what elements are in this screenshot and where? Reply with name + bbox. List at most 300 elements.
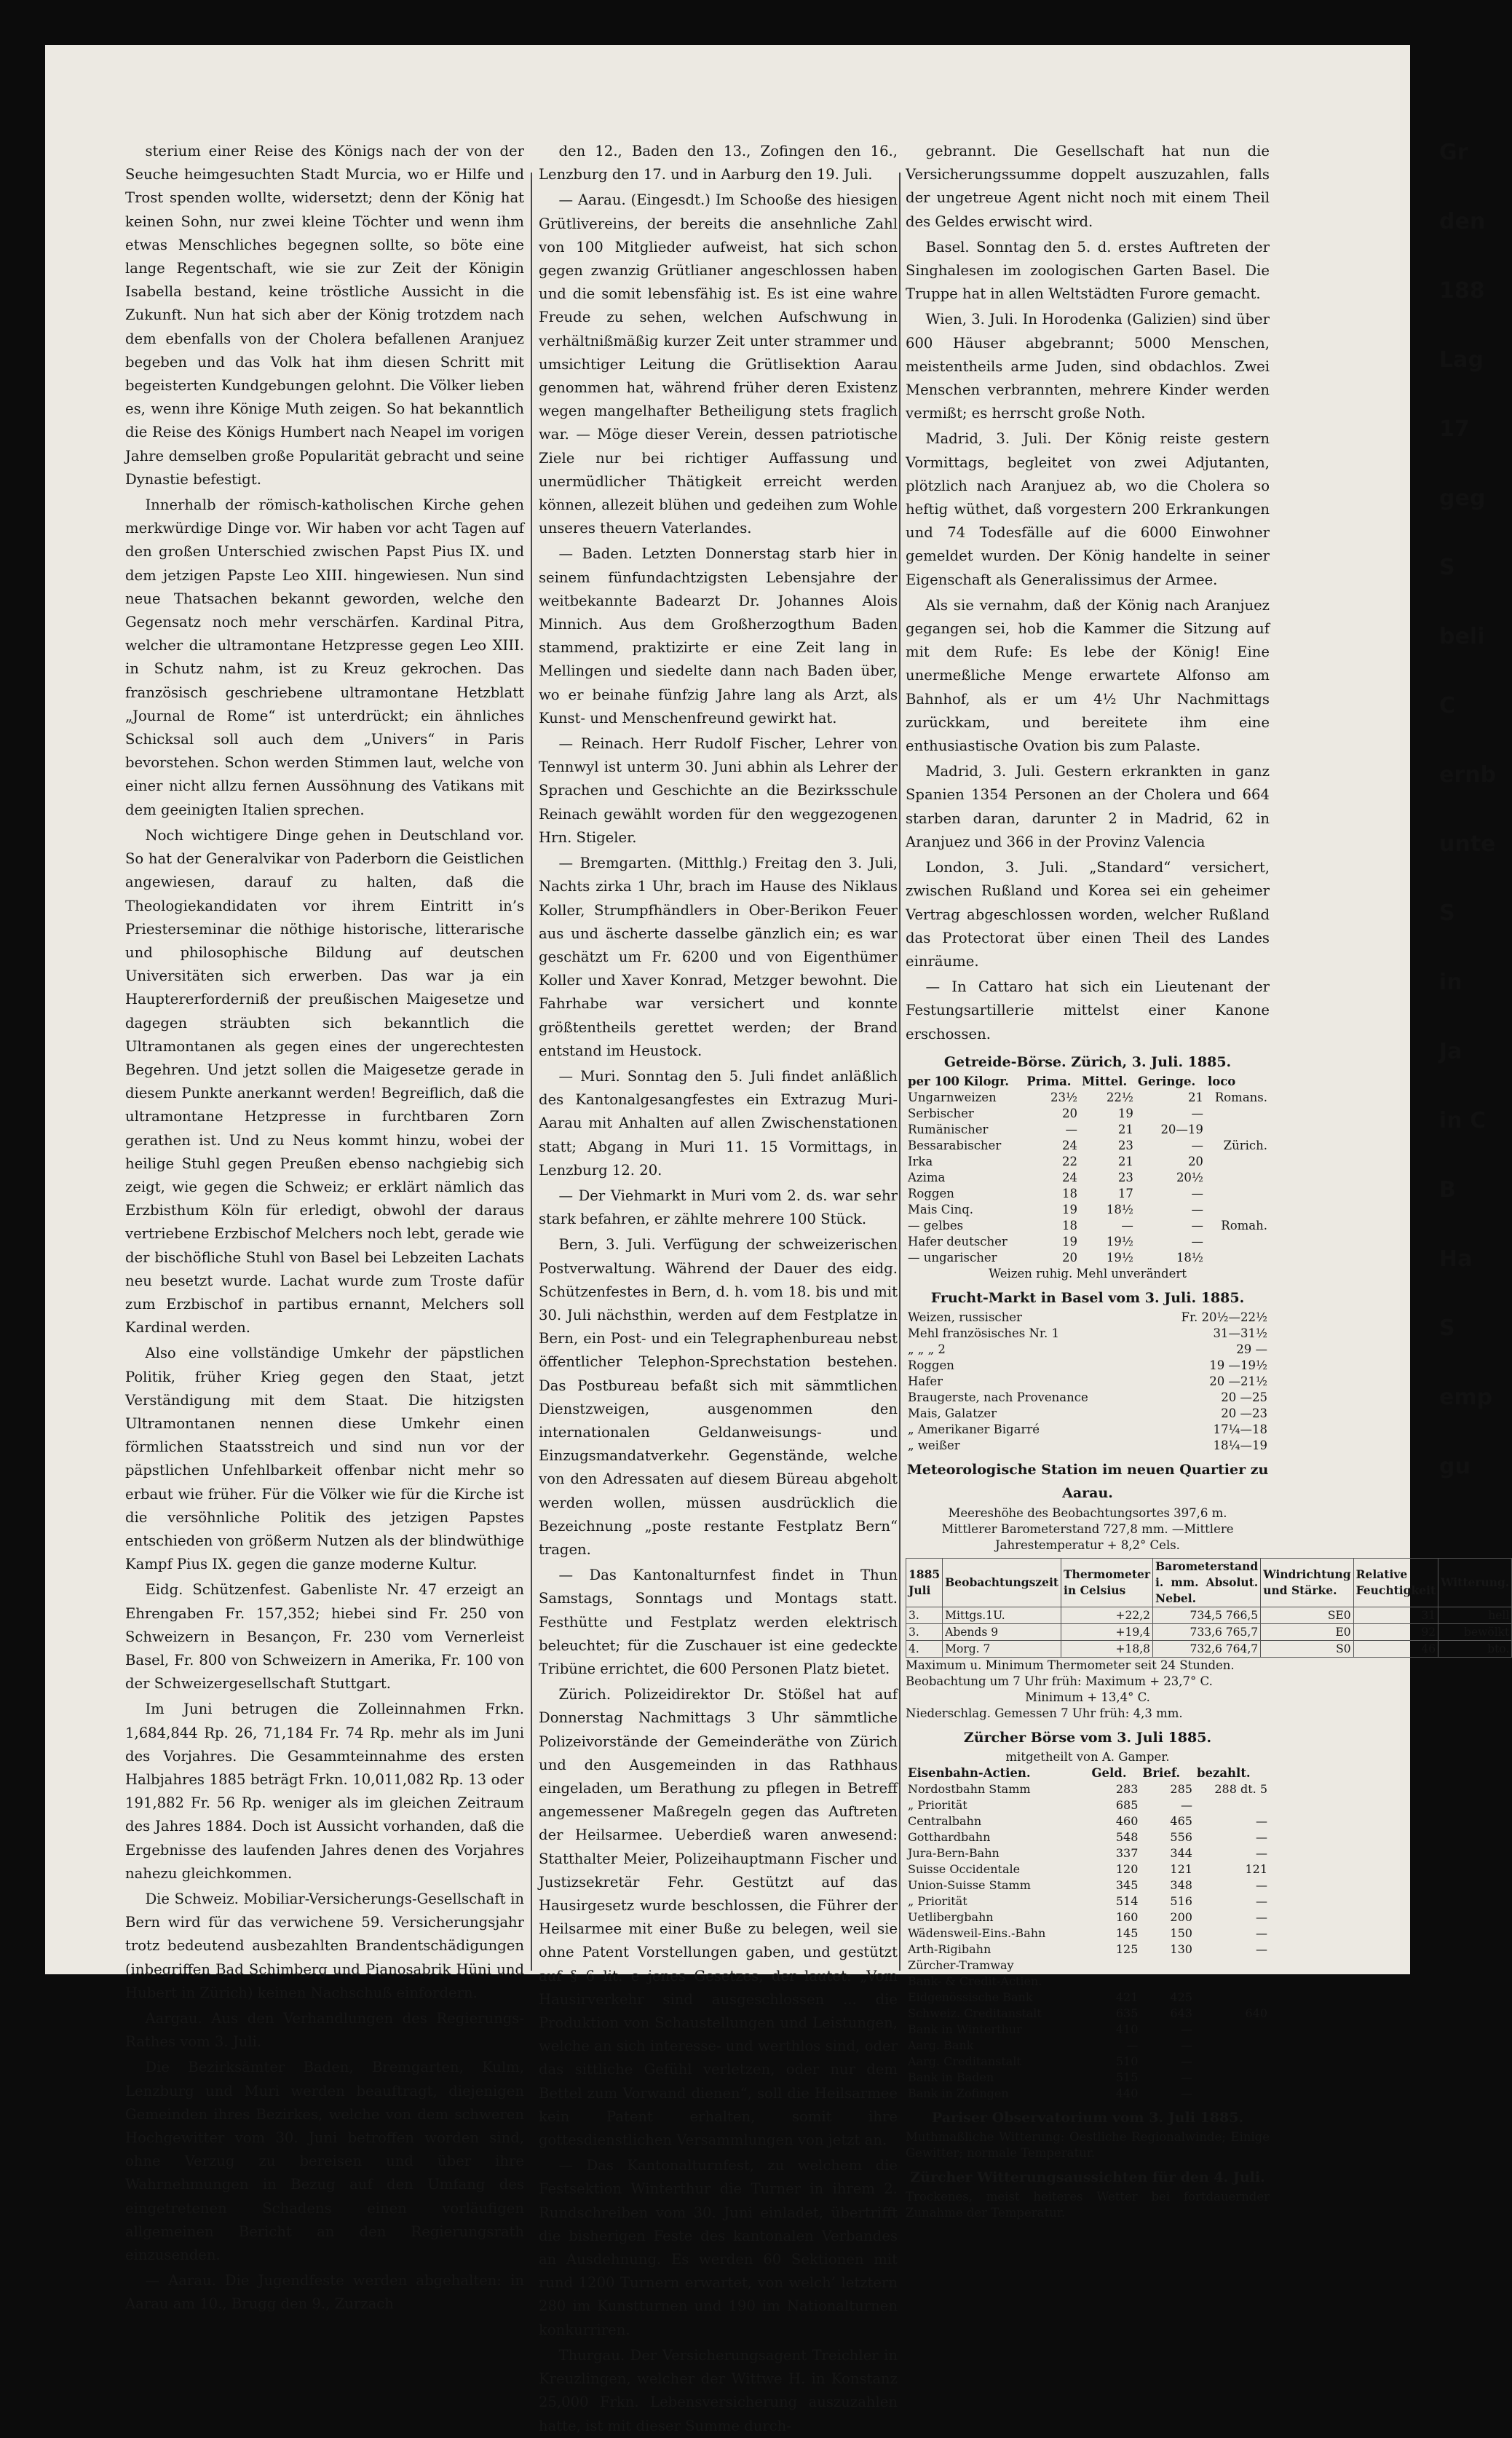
table-cell [1206, 1106, 1270, 1122]
table-cell: 18 [1061, 1218, 1077, 1232]
table-cell [1206, 1170, 1270, 1186]
table-row [906, 1310, 1270, 1326]
edge-fragment: gu [1439, 1454, 1471, 1479]
meteo-title: Meteorologische Station im neuen Quartier zu Aarau. [906, 1462, 1269, 1502]
article-paragraph: Im Juni betrugen die Zolleinnahmen Frkn. 1,684,844 Rp. 26, 71,184 Fr. 74 Rp. mehr als im Juni des Vorjahres. Die Gesammteinnahme des ersten Halbjahres 1885 beträgt Frkn. 10,011,082 Rp. 13 oder 191,882 Fr. 56 Rp. weniger als im gleichen Zeitraum des Jahres 1884. Doch ist Aussicht vorhanden, daß die Ergebnisse des laufenden Jahres denen des Vorjahres nahezu gleichkommen. [125, 1701, 524, 1882]
edge-fragment: ernb [1439, 762, 1496, 788]
table-cell: 643 [1170, 2006, 1192, 2020]
table-cell: SE0 [1261, 1607, 1353, 1623]
table-row [906, 1090, 1270, 1106]
table-row [906, 1942, 1270, 1958]
table-cell: 23 [1117, 1170, 1133, 1184]
table-cell: — [1180, 2054, 1192, 2068]
table-cell: — [1180, 2038, 1192, 2052]
table-cell: 514 [1115, 1893, 1139, 1908]
article-paragraph: — In Cattaro hat sich ein Lieutenant der Festungsartillerie mittelst einer Kanone erschossen. [906, 978, 1270, 1042]
table-cell: E0 [1261, 1623, 1353, 1640]
borse-body [906, 1781, 1270, 2102]
table-row [906, 1406, 1270, 1422]
table-cell: Romah. [1221, 1218, 1267, 1232]
table-row [906, 1138, 1270, 1154]
borse-table [906, 1765, 1270, 2102]
table-cell: Fr. 20½—22½ [1181, 1310, 1267, 1325]
table-row [906, 1390, 1270, 1406]
table-cell: — gelbes [908, 1218, 964, 1232]
table-cell: — [1191, 1138, 1203, 1152]
getreide-table [906, 1074, 1270, 1266]
table-cell: 510 [1115, 2054, 1139, 2068]
table-row [906, 1893, 1270, 1909]
table-cell: Mittgs.1U. [943, 1607, 1061, 1623]
table-header: Thermometer in Celsius [1061, 1558, 1153, 1607]
table-header: Geringe. [1137, 1074, 1196, 1088]
table-cell: 345 [1115, 1877, 1139, 1892]
table-cell: 20 [1061, 1106, 1077, 1120]
article-paragraph: sterium einer Reise des Königs nach der von der Seuche heimgesuchten Stadt Murcia, wo er Hilfe und Trost spenden wollte, widersetzt; denn der König hat keinen Sohn, nur zwei kleine Töchter und wenn ihm etwas Menschliches begegnen sollte, so böte eine lange Regentschaft, wie sie zur Zeit der Königin Isabella bestand, keine tröstliche Aussicht in die Zukunft. Nun hat sich aber der König trotzdem nach dem ebenfalls von der Cholera befallenen Aranjuez begeben und das Volk hat ihm diesen Schritt mit begeisterten Kundgebungen gelohnt. Die Völker lieben es, wenn ihre Könige Muth zeigen. So hat bekanntlich die Reise des Königs Humbert nach Neapel im vorigen Jahre demselben große Popularität gebracht und seine Dynastie befestigt. [125, 143, 524, 488]
column-1 [125, 140, 524, 2316]
table-cell: 22½ [1106, 1090, 1133, 1104]
table-cell: 283 [1115, 1781, 1139, 1796]
table-cell: Roggen [908, 1186, 954, 1200]
table-header: Eisenbahn-Actien. [908, 1765, 1031, 1780]
table-cell: 120 [1115, 1861, 1139, 1876]
table-cell: 24 [1061, 1170, 1077, 1184]
table-cell: Gotthardbahn [908, 1829, 991, 1844]
table-cell: Mehl französisches Nr. 1 [908, 1326, 1059, 1341]
table-row [906, 2054, 1270, 2070]
table-cell: 19½ [1106, 1250, 1133, 1264]
table-cell [1206, 1154, 1270, 1170]
table-row [906, 1170, 1270, 1186]
table-row [906, 2086, 1270, 2102]
table-row [906, 1234, 1270, 1250]
table-cell: Mais Cinq. [908, 1202, 974, 1216]
table-row [906, 1623, 1512, 1640]
table-cell: 22 [1061, 1154, 1077, 1168]
table-cell: 19 —19½ [1209, 1358, 1267, 1373]
table-cell: Union-Suisse Stamm [908, 1877, 1031, 1892]
table-cell: 337 [1115, 1845, 1139, 1860]
article-paragraph: — Baden. Letzten Donnerstag starb hier in seinem fünfundachtzigsten Lebensjahre der weitbekannte Badearzt Dr. Johannes Alois Minnich. Aus dem Großherzogthum Baden stammend, praktizirte er eine Zeit lang in Mellingen und siedelte dann nach Baden über, wo er beinahe fünfzig Jahre lang als Arzt, als Kunst- und Menschenfreund gewirkt hat. [539, 545, 898, 727]
table-cell: — [1256, 1877, 1267, 1892]
table-row [906, 1202, 1270, 1218]
frucht-body [906, 1310, 1270, 1454]
table-row [906, 1829, 1270, 1845]
table-cell: — [1191, 1218, 1203, 1232]
table-cell [1206, 1250, 1270, 1266]
table-cell [1195, 1974, 1270, 1990]
edge-fragment: beli [1439, 624, 1485, 649]
table-cell: Schweiz. Creditanstalt [908, 2006, 1042, 2020]
table-cell: 344 [1170, 1845, 1192, 1860]
table-cell: Centralbahn [908, 1813, 982, 1828]
table-row [906, 1218, 1270, 1234]
article-paragraph: London, 3. Juli. „Standard“ versichert, zwischen Rußland und Korea sei ein geheimer Vertrag abgeschlossen worden, welcher Rußland das Protectorat über einen Theil des Landes einräume. [906, 859, 1270, 970]
table-cell: 515 [1115, 2070, 1139, 2084]
article-paragraph: Madrid, 3. Juli. Der König reiste gestern Vormittags, begleitet von zwei Adjutanten, plötzlich nach Aranjuez ab, wo die Cholera so heftig wüthet, daß vorgestern 200 Erkrankungen und 74 Todesfälle auf die 6000 Einwohner gemeldet wurden. Der König handelte in seiner Eigenschaft als Generalissimus der Armee. [906, 430, 1270, 588]
table-cell: Hafer deutscher [908, 1234, 1008, 1248]
table-cell: Eidgenössische Bank [908, 1990, 1033, 2004]
edge-fragment: Lag [1439, 347, 1484, 373]
table-row [906, 1607, 1512, 1623]
table-cell [1195, 2038, 1270, 2054]
table-cell [1206, 1202, 1270, 1218]
table-cell: 18½ [1176, 1250, 1203, 1264]
meteo-note: Minimum + 13,4° C. [1025, 1690, 1150, 1704]
table-cell: — [1180, 2022, 1192, 2036]
table-cell: Wädensweil-Eins.-Bahn [908, 1926, 1046, 1940]
table-cell: 31—31½ [1213, 1326, 1267, 1341]
table-cell: 685 [1115, 1797, 1139, 1812]
table-cell [1195, 2054, 1270, 2070]
table-header: Geld. [1091, 1765, 1127, 1780]
table-cell [1206, 1122, 1270, 1138]
table-cell: Morg. 7 [943, 1640, 1061, 1657]
table-cell: 3. [906, 1607, 943, 1623]
table-cell: 19 [1061, 1202, 1077, 1216]
table-cell: — [1191, 1234, 1203, 1248]
table-cell: „ weißer [908, 1438, 960, 1453]
edge-fragment: in C [1439, 1108, 1487, 1133]
article-paragraph: Noch wichtigere Dinge gehen in Deutschland vor. So hat der Generalvikar von Paderborn die Geistlichen angewiesen, darauf zu halten, daß die Theologiekandidaten vor ihrem Eintritt in’s Priesterseminar die nöthige historische, litterarische und philosophische Bildung auf deutschen Universitäten sich erwerben. Das war ja ein Hauptererforderniß der preußischen Maigesetze und dagegen sträubten sich bekanntlich die Ultramontanen als gegen eines der ungerechtesten Begehren. Und jetzt sollen die Maigesetze gerade in diesem Punkte anerkannt werden! Begreiflich, daß die ultramontane Hetzpresse in furchtbaren Zorn gerathen ist. Und zu Neus kommt hinzu, wobei der heilige Stuhl gegen Preußen ebenso nachgiebig sich zeigt, wie gegen die Schweiz; er erklärt nämlich das Erzbisthum Köln für erledigt, obwohl der daraus vertriebene Erzbischof Melchers noch lebt, gerade wie der bischöfliche Stuhl von Basel bei Lebzeiten Lachats neu besetzt wurde. Lachat wurde zum Troste dafür zum Erzbischof in partibus ernannt, Melchers soll Kardinal werden. [125, 826, 524, 1337]
edge-fragment: Ja [1439, 1039, 1462, 1064]
table-cell: 20½ [1176, 1170, 1203, 1184]
table-cell: — [1191, 1186, 1203, 1200]
table-cell: 288 dt. 5 [1214, 1781, 1267, 1796]
table-cell: 160 [1115, 1909, 1139, 1924]
zuercher-title: Zürcher Witterungsaussichten für den 4. Juli. [910, 2169, 1265, 2185]
edge-fragment: unte [1439, 831, 1496, 857]
table-cell: Jura-Bern-Bahn [908, 1845, 1000, 1860]
table-cell: Hafer [908, 1374, 943, 1389]
table-cell: — [1256, 1845, 1267, 1860]
table-cell: 440 [1115, 2086, 1139, 2100]
table-row [906, 1877, 1270, 1893]
table-cell: Weizen, russischer [908, 1310, 1022, 1325]
table-row [906, 1813, 1270, 1829]
article-paragraph: Die Bezirksämter Baden, Bremgarten, Kulm, Lenzburg und Muri werden beauftragt, diejenigen Gemeinden ihres Bezirkes, welche von dem schweren Hochgewitter vom 30. Juni betroffen worden sind, ohne Verzug zu bereisen und über ihre Wahrnehmungen in Bezug auf den Umfang des eingetretenen Schadens einen vorläufigen allgemeinen Bericht an den Regierungsrath einzusenden. [125, 2059, 524, 2264]
table-cell: 18 [1061, 1186, 1077, 1200]
table-cell: 125 [1115, 1942, 1139, 1956]
table-header: Windrichtung und Stärke. [1261, 1558, 1353, 1607]
meteo-note: Maximum u. Minimum Thermometer seit 24 Stunden. [906, 1658, 1235, 1672]
pariser-title: Pariser Observatorium vom 3. Juli 1885. [931, 2109, 1244, 2126]
table-row [906, 1845, 1270, 1861]
article-paragraph: — Aarau. (Eingesdt.) Im Schooße des hiesigen Grütlivereins, der bereits die ansehnliche Zahl von 100 Mitglieder aufweist, hat sich schon gegen zwanzig Grütlianer angeschlossen haben und die somit lebensfähig ist. Es ist eine wahre Freude zu sehen, welchen Aufschwung in verhältnißmäßig kurzer Zeit unter strammer und umsichtiger Leitung die Grütlisektion Aarau genommen hat, während früher deren Existenz wegen mangelhafter Betheiligung stets fraglich war. — Möge dieser Verein, dessen patriotische Ziele nur bei richtiger Auffassung und unermüdlicher Thätigkeit erreicht werden können, allezeit blühen und gedeihen zum Wohle unseres theuern Vaterlandes. [539, 191, 898, 537]
meteo-note: Beobachtung um 7 Uhr früh: Maximum + 23,7° C. [906, 1674, 1213, 1688]
table-cell: Serbischer [908, 1106, 974, 1120]
table-cell: 425 [1170, 1990, 1192, 2004]
table-row [906, 1186, 1270, 1202]
table-cell: Zürcher-Tramway [908, 1958, 1014, 1972]
table-cell: 19½ [1106, 1234, 1133, 1248]
column-2 [539, 140, 898, 2438]
table-row [906, 2070, 1270, 2086]
table-cell: Roggen [908, 1358, 954, 1373]
article-paragraph: Madrid, 3. Juli. Gestern erkrankten in ganz Spanien 1354 Personen an der Cholera und 664 starben daran, darunter 2 in Madrid, 62 in Aranjuez und 366 in der Provinz Valencia [906, 763, 1270, 850]
table-cell: 19 [1117, 1106, 1133, 1120]
table-cell: 20—19 [1160, 1122, 1203, 1136]
table-row [906, 1326, 1270, 1342]
table-cell: Bank- & Credit-Actien. [908, 1974, 1042, 1988]
table-cell: bewölkt [1438, 1623, 1512, 1640]
column-rule [531, 173, 532, 1971]
table-cell: Nordostbahn Stamm [908, 1781, 1031, 1796]
adjacent-page-edge [1439, 140, 1505, 1523]
table-cell: — [1256, 1942, 1267, 1956]
newspaper-page [45, 45, 1510, 2434]
table-cell: 733,6 765,7 [1153, 1623, 1261, 1640]
table-cell [1195, 1958, 1270, 1974]
table-cell: 410 [1115, 2022, 1139, 2036]
table-cell: 348 [1170, 1877, 1192, 1892]
table-header: Prima. [1026, 1074, 1072, 1088]
table-cell: Suisse Occidentale [908, 1861, 1021, 1876]
table-cell [1195, 1990, 1270, 2006]
table-cell: 732,6 764,7 [1153, 1640, 1261, 1657]
table-row [906, 1926, 1270, 1942]
article-paragraph: Eidg. Schützenfest. Gabenliste Nr. 47 erzeigt an Ehrengaben Fr. 157,352; hiebei sind Fr. 250 von Schweizern in Besançon, Fr. 230 vom Vernerleist Basel, Fr. 800 von Schweizern in Amerika, Fr. 100 von der Schweizergesellschaft Stuttgart. [125, 1581, 524, 1693]
article-paragraph: — Das Kantonalturnfest findet in Thun Samstags, Sonntags und Montags statt. Festhütte und Festplatz werden elektrisch beleuchtet; für die Zuschauer ist eine gedeckte Tribüne errichtet, die 600 Personen Platz bietet. [539, 1567, 898, 1677]
table-header: loco [1207, 1074, 1236, 1088]
article-paragraph: Als sie vernahm, daß der König nach Aranjuez gegangen sei, hob die Kammer die Sitzung auf mit dem Rufe: Es lebe der König! Eine unermeßliche Menge erwartete Alfonso am Bahnhof, als er um 4½ Uhr Nachmittags zurückkam, und bereitete ihm eine enthusiastische Ovation bis zum Palaste. [906, 596, 1270, 755]
table-cell: 150 [1170, 1926, 1192, 1940]
table-cell: 121 [1170, 1861, 1192, 1876]
table-row [906, 1781, 1270, 1797]
table-cell: Bank in Winterthur [908, 2022, 1022, 2036]
table-cell: 23 [1117, 1138, 1133, 1152]
edge-fragment: S [1439, 1315, 1455, 1341]
article-paragraph: — Aarau. Die Jugendfeste werden abgehalten: in Aarau am 10., Brugg den 9., Zurzach [125, 2272, 524, 2313]
table-cell: „ Amerikaner Bigarré [908, 1422, 1040, 1437]
table-cell: 121 [1245, 1861, 1267, 1876]
table-row [906, 1861, 1270, 1877]
frucht-title: Frucht-Markt in Basel vom 3. Juli. 1885. [930, 1289, 1245, 1306]
edge-fragment: 17 [1439, 416, 1470, 442]
table-cell: bto. [1438, 1640, 1512, 1657]
table-cell: 4. [906, 1640, 943, 1657]
table-cell: +22,2 [1061, 1607, 1153, 1623]
table-cell: 421 [1115, 1990, 1139, 2004]
table-cell: — [1121, 1218, 1133, 1232]
table-cell [1195, 2070, 1270, 2086]
table-cell: „ Priorität [908, 1893, 967, 1908]
table-row [906, 1122, 1270, 1138]
edge-fragment: den [1439, 209, 1486, 234]
article-paragraph: Wien, 3. Juli. In Horodenka (Galizien) sind über 600 Häuser abgebrannt; 5000 Menschen, meistentheils arme Juden, sind obdachlos. Zwei Menschen verbrannten, mehrere Kinder werden vermißt; es herrscht große Noth. [906, 311, 1270, 422]
table-cell: S0 [1261, 1640, 1353, 1657]
article-paragraph: — Der Viehmarkt in Muri vom 2. ds. war sehr stark befahren, er zählte mehrere 100 Stück. [539, 1187, 898, 1228]
table-row [906, 2006, 1270, 2022]
table-row [906, 1974, 1270, 1990]
table-cell: — [1191, 1106, 1203, 1120]
table-cell: — [1256, 1813, 1267, 1828]
table-cell: Azima [908, 1170, 946, 1184]
table-header: per 100 Kilogr. [908, 1074, 1010, 1088]
article-paragraph: — Das Kantonalturnfest, zu welchem die Festsektion Winterthur die Turner in ihrem 2. Rundschreiben vom 30. Juni einladet, übertrifft die bisherigen Feste des kantonalen Verbandes an Ausdehnung. Es werden 60 Sektionen mit rund 1200 Turnern erwartet, von welch’ letztern 280 im Kunstturnen und 190 im Nationalturnen konkurriren. [539, 2157, 898, 2338]
table-cell: Irka [908, 1154, 933, 1168]
table-cell: — ungarischer [908, 1250, 997, 1264]
table-cell: Aarg. Creditanstalt [908, 2054, 1021, 2068]
table-cell: 285 [1170, 1781, 1192, 1796]
table-cell: — [1256, 1909, 1267, 1924]
table-cell [1195, 2022, 1270, 2038]
article-paragraph: Die Schweiz. Mobiliar-Versicherungs-Gesellschaft in Bern wird für das verwichene 59. Versicherungsjahr trotz bedeutend ausbezahlten Brandentschädigungen (inbegriffen Bad Schimberg und Pianosabrik Hüni und Hubert in Zürich) keinen Nachschuß einfordern. [125, 1891, 524, 2001]
table-cell: +18,8 [1061, 1640, 1153, 1657]
table-row [906, 1250, 1270, 1266]
article-paragraph: — Bremgarten. (Mitthlg.) Freitag den 3. Juli, Nachts zirka 1 Uhr, brach im Hause des Niklaus Koller, Strumpfhändlers in Ober-Berikon Feuer aus und äscherte dasselbe gänzlich ein; es war geschätzt um Fr. 6200 und von Eigenthümer Koller und Xaver Konrad, Metzger bewohnt. Die Fahrhabe war versichert und konnte größtentheils gerettet werden; der Brand entstand im Heustock. [539, 855, 898, 1059]
meteo-line: Mittlerer Barometerstand 727,8 mm. —Mittlere Jahrestemperatur + 8,2° Cels. [941, 1521, 1234, 1552]
table-header: Barometerstand i. mm. Absolut. Nebel. [1153, 1558, 1261, 1607]
meteo-note: Niederschlag. Gemessen 7 Uhr früh: 4,3 mm. [906, 1706, 1183, 1720]
table-cell: — [1065, 1122, 1077, 1136]
edge-fragment: in [1439, 970, 1462, 995]
table-cell: 21 [1117, 1122, 1133, 1136]
table-cell: 3. [906, 1623, 943, 1640]
table-cell [1140, 1974, 1195, 1990]
table-header: Mittel. [1081, 1074, 1128, 1088]
table-cell: — [1180, 2086, 1192, 2100]
table-cell: 640 [1245, 2006, 1267, 2020]
pariser-text: Muthmaßliche Witterung: Oestliche Regionalwinde; Einige Gewitter; normale Temperatur. [906, 2129, 1270, 2160]
table-cell: 516 [1170, 1893, 1192, 1908]
table-header: Beobachtungszeit [943, 1558, 1061, 1607]
edge-fragment: geg [1439, 486, 1486, 511]
column-rule [899, 173, 901, 1971]
edge-fragment: emp [1439, 1385, 1493, 1410]
table-cell: Braugerste, nach Provenance [908, 1390, 1088, 1405]
table-cell [1206, 1186, 1270, 1202]
edge-fragment: S [1439, 901, 1455, 926]
borse-title: Zürcher Börse vom 3. Juli 1885. [963, 1729, 1212, 1746]
table-cell: Bank in Baden [908, 2070, 994, 2084]
table-cell: 20 [1061, 1250, 1077, 1264]
table-cell: — [1256, 1926, 1267, 1940]
table-row [906, 1358, 1270, 1374]
table-cell: — [1126, 2038, 1139, 2052]
table-cell: — [1191, 1202, 1203, 1216]
article-paragraph: Basel. Sonntag den 5. d. erstes Auftreten der Singhalesen im zoologischen Garten Basel. Die Truppe hat in allen Weltstädten Furore gemacht. [906, 238, 1270, 303]
table-header: bezahlt. [1196, 1765, 1251, 1780]
table-cell: 20 —21½ [1209, 1374, 1267, 1389]
table-cell: 24 [1061, 1138, 1077, 1152]
table-row [906, 1797, 1270, 1813]
table-cell: Ungarnweizen [908, 1090, 997, 1104]
table-cell: 46 [1353, 1640, 1438, 1657]
table-cell: 19 [1061, 1234, 1077, 1248]
table-row [906, 1374, 1270, 1390]
edge-fragment: 188 [1439, 278, 1485, 304]
edge-fragment: Gr [1439, 140, 1468, 165]
table-cell [1089, 1974, 1140, 1990]
table-row [906, 1640, 1512, 1657]
table-cell: — [1256, 1893, 1267, 1908]
table-cell [1089, 1958, 1140, 1974]
article-paragraph: — Muri. Sonntag den 5. Juli findet anläßlich des Kantonalgesangfestes ein Extrazug Muri-Aarau mit Anhalten auf allen Zwischenstationen statt; Abgang in Muri 11. 15 Vormittags, in Lenzburg 12. 20. [539, 1067, 898, 1179]
edge-fragment: C [1439, 693, 1456, 719]
article-paragraph: Bern, 3. Juli. Verfügung der schweizerischen Postverwaltung. Während der Dauer des eidg. Schützenfestes in Bern, d. h. vom 18. bis und mit 30. Juli nächsthin, werden auf dem Festplatze in Bern, ein Post- und ein Telegraphenbureau nebst öffentlicher Telephon-Sprechstation bestehen. Das Postbureau befaßt sich mit sämmtlichen Dienstzweigen, ausgenommen den internationalen Geldanweisungs- und Einzugsmandatverkehr. Gegenstände, welche von den Adressaten auf diesem Büreau abgeholt werden wollen, müssen ausdrücklich die Bezeichnung „poste restante Festplatz Bern“ tragen. [539, 1236, 898, 1558]
article-paragraph: Zürich. Polizeidirektor Dr. Stößel hat auf Donnerstag Nachmittags 3 Uhr sämmtliche Polizeivorstände der Gemeinderäthe von Zürich und den Ausgemeinden in das Rathhaus eingeladen, um Berathung zu pflegen in Betreff angemessener Maßregeln gegen das Auftreten der Heilsarmee. Ueberdieß waren anwesend: Statthalter Meier, Polizeihauptmann Fischer und Justizsekretär Fehr. Gestützt auf das Hausirgesetz wurde beschlossen, die Führer der Heilsarmee mit einer Buße zu belegen, weil sie ohne Patent Vorstellungen gaben, und gestützt auf § 6 lit. e jenes Gesetzes, der lautet: „Vom Hausirverkehr sind ausgeschlossen ... die Produktion von Schaustellungen und Leistungen, welche an sich interesse- und werthlos sind, oder das sittliche Gefühl verletzen, oder nur dem Bettel zum Vorwand dienen“, soll die Heilsarmee kein Patent erhalten, somit ihre gottesdienstlichen Versammlungen von jetzt an. [539, 1686, 898, 2149]
edge-fragment: B [1439, 1177, 1456, 1203]
table-cell: 734,5 766,5 [1153, 1607, 1261, 1623]
table-cell [1195, 1797, 1270, 1813]
table-cell: 29 — [1236, 1342, 1267, 1357]
table-cell: 460 [1115, 1813, 1139, 1828]
getreide-title: Getreide-Börse. Zürich, 3. Juli. 1885. [943, 1053, 1232, 1070]
meteo-body [906, 1607, 1512, 1657]
table-cell: Bank in Zofingen [908, 2086, 1009, 2100]
table-cell: 21 [1187, 1090, 1203, 1104]
table-cell: — [1256, 1829, 1267, 1844]
table-cell: Bessarabischer [908, 1138, 1002, 1152]
table-cell: 18½ [1106, 1202, 1133, 1216]
article-paragraph: — Reinach. Herr Rudolf Fischer, Lehrer von Tennwyl ist unterm 30. Juni abhin als Lehrer der Sprachen und Geschichte an die Bezirksschule Reinach gewählt worden für den weggezogenen Hrn. Stigeler. [539, 735, 898, 846]
getreide-footer: Weizen ruhig. Mehl unverändert [989, 1266, 1187, 1281]
borse-subtitle: mitgetheilt von A. Gamper. [1005, 1749, 1170, 1764]
table-cell: 92 [1353, 1623, 1438, 1640]
table-cell: 17 [1117, 1186, 1133, 1200]
table-cell [1206, 1234, 1270, 1250]
table-cell: 21 [1117, 1154, 1133, 1168]
table-cell: Arth-Rigibahn [908, 1942, 991, 1956]
table-row [906, 1342, 1270, 1358]
table-cell: 18¼—19 [1213, 1438, 1267, 1453]
table-cell: — [1180, 1797, 1192, 1812]
table-cell: Aarg. Bank [908, 2038, 974, 2052]
table-cell: 20 —23 [1221, 1406, 1267, 1421]
table-cell [1140, 1958, 1195, 1974]
article-paragraph: Innerhalb der römisch-katholischen Kirche gehen merkwürdige Dinge vor. Wir haben vor acht Tagen auf den großen Unterschied zwischen Papst Pius IX. und dem jetzigen Papste Leo XIII. hingewiesen. Nun sind neue Thatsachen bekannt geworden, welche den Gegensatz noch mehr verschärfen. Kardinal Pitra, welcher die ultramontane Hetzpresse gegen Leo XIII. in Schutz nahm, ist zu Kreuz gekrochen. Das französisch geschriebene ultramontane Hetzblatt „Journal de Rome“ ist unterdrückt; ein ähnliches Schicksal soll auch dem „Univers“ in Paris bevorstehen. Schon werden Stimmen laut, welche von einer nicht allzu fernen Aussöhnung des Vatikans mit dem geeinigten Italien sprechen. [125, 496, 524, 818]
table-header: Relative Feuchtigkeit [1353, 1558, 1438, 1607]
table-header: 1885 Juli [906, 1558, 943, 1607]
article-paragraph: gebrannt. Die Gesellschaft hat nun die Versicherungssumme doppelt auszuzahlen, falls der ungetreue Agent nicht noch mit einem Theil des Geldes erwischt wird. [906, 143, 1270, 230]
table-cell: 130 [1170, 1942, 1192, 1956]
table-row [906, 1990, 1270, 2006]
table-cell: 548 [1115, 1829, 1139, 1844]
table-cell: 200 [1170, 1909, 1192, 1924]
table-cell: 556 [1170, 1829, 1192, 1844]
edge-fragment: Ha [1439, 1246, 1473, 1272]
meteo-table [906, 1558, 1512, 1658]
table-header: Brief. [1142, 1765, 1181, 1780]
table-cell: — [1180, 2070, 1192, 2084]
table-cell: Zürich. [1223, 1138, 1267, 1152]
table-cell: 23½ [1050, 1090, 1077, 1104]
table-header: Witterung. [1438, 1558, 1512, 1607]
table-row [906, 2022, 1270, 2038]
getreide-body [906, 1090, 1270, 1266]
table-row [906, 1909, 1270, 1926]
table-cell: hell [1438, 1607, 1512, 1623]
table-cell: 20 [1187, 1154, 1203, 1168]
table-cell: Mais, Galatzer [908, 1406, 997, 1421]
table-cell: 465 [1170, 1813, 1192, 1828]
table-row [906, 1438, 1270, 1454]
table-cell: 17¼—18 [1213, 1422, 1267, 1437]
table-cell: 31 [1353, 1607, 1438, 1623]
frucht-table [906, 1310, 1270, 1454]
table-row [906, 1958, 1270, 1974]
table-cell: Abends 9 [943, 1623, 1061, 1640]
table-cell: „ „ „ 2 [908, 1342, 946, 1357]
table-row [906, 2038, 1270, 2054]
table-cell: Uetlibergbahn [908, 1909, 994, 1924]
article-heading: Aargau. Aus den Verhandlungen des Regierungs-Rathes vom 3. Juli. [125, 2010, 524, 2051]
table-row [906, 1154, 1270, 1170]
table-row [906, 1422, 1270, 1438]
article-paragraph: den 12., Baden den 13., Zofingen den 16., Lenzburg den 17. und in Aarburg den 19. Juli. [539, 143, 898, 183]
table-cell: 635 [1115, 2006, 1139, 2020]
